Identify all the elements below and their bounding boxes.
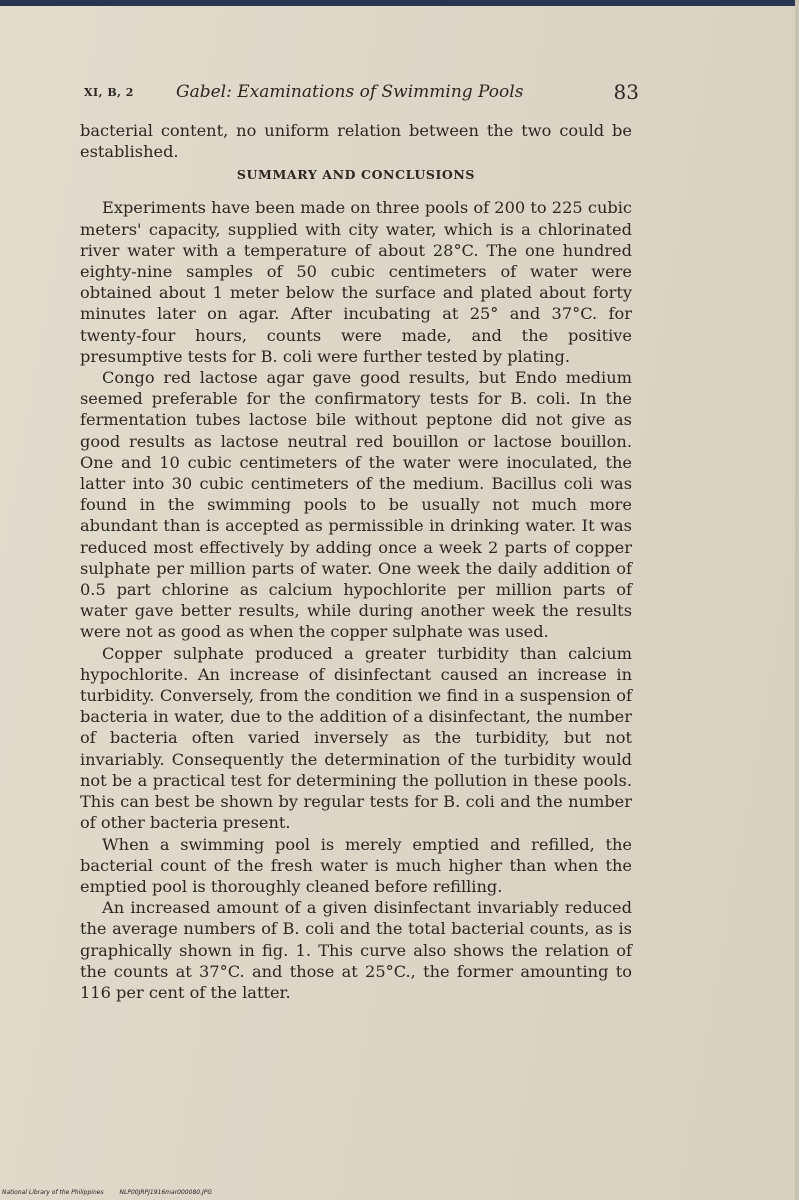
section-heading: SUMMARY AND CONCLUSIONS	[236, 167, 476, 183]
opening-paragraph: bacterial content, no uniform relation between the two could be established.	[80, 121, 632, 162]
paragraph-experiments: Experiments have been made on three pools of 200 to 225 cubic meters' capacity, supplied with city water, which is a chlorinated river water with a temperature of about 28°C. The one hundred eighty-nine samples of 50 cubic centimeters of water were obtained about 1 meter below the surface and plated about forty minutes later on agar. After incubating at 25° and 37°C. for twenty-four hours, counts were made, and the positive presumptive tests for B. coli were further tested by plating.	[80, 198, 632, 366]
running-header	[84, 82, 639, 106]
page-number: 83	[613, 80, 639, 104]
scan-right-edge	[795, 0, 799, 1200]
article-body	[80, 120, 632, 1003]
paragraph-media: Congo red lactose agar gave good results, but Endo medium seemed preferable for the confirmatory tests for B. coli. In the fermentation tubes lactose bile without peptone did not give as good results as lactose neutral red bouillon or lactose bouillon. One and 10 cubic centimeters of the water were inoculated, the latter into 30 cubic centimeters of the medium. Bacillus coli was found in the swimming pools to be usually not much more abundant than is accepted as permissible in drinking water. It was reduced most effectively by adding once a week 2 parts of copper sulphate per million parts of water. One week the daily addition of 0.5 part chlorine as calcium hypochlorite per million parts of water gave better results, while during another week the results were not as good as when the copper sulphate was used.	[80, 368, 632, 642]
header-title: Gabel: Examinations of Swimming Pools	[176, 82, 524, 102]
header-section-ref: XI, B, 2	[84, 86, 134, 99]
scan-top-edge	[0, 0, 799, 6]
paragraph-refill: When a swimming pool is merely emptied and refilled, the bacterial count of the fresh water is much higher than when the emptied pool is thoroughly cleaned before refilling.	[80, 834, 632, 896]
footer-library: National Library of the Philippines	[2, 1189, 104, 1196]
paragraph-turbidity: Copper sulphate produced a greater turbidity than calcium hypochlorite. An increase of disinfectant caused an increase in turbidity. Conversely, from the condition we find in a suspension of bacteria in water, due to the addition of a disinfectant, the number of bacteria often varied inversely as the turbidity, but not invariably. Consequently the determination of the turbidity would not be a practical test for determining the pollution in these pools. This can best be shown by regular tests for B. coli and the number of other bacteria present.	[80, 643, 632, 833]
paragraph-disinfectant: An increased amount of a given disinfectant invariably reduced the average numbers of B. coli and the total bacterial counts, as is graphically shown in fig. 1. This curve also shows the relation of the counts at 37°C. and those at 25°C., the former amounting to 116 per cent of the latter.	[80, 898, 632, 1002]
footer-filename: NLP00JRPJ1916mar000080.JPG	[119, 1189, 213, 1196]
scan-footer	[2, 1189, 226, 1196]
